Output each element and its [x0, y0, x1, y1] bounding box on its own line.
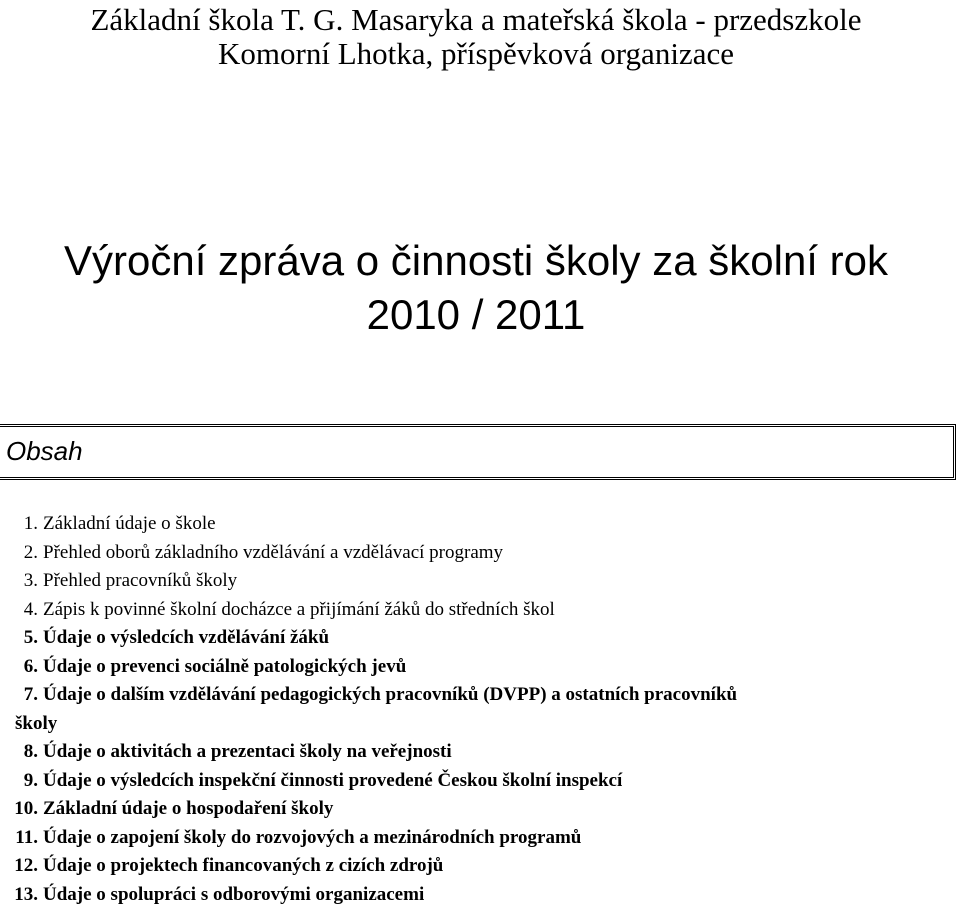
table-of-contents — [0, 510, 955, 909]
toc-item-number: 8. — [0, 738, 43, 767]
toc-item-11 — [0, 824, 955, 853]
school-name-line-1: Základní škola T. G. Masaryka a mateřská škola - przedszkole — [0, 2, 952, 38]
toc-item-text: Údaje o výsledcích vzdělávání žáků — [43, 624, 329, 653]
toc-item-text: Údaje o výsledcích inspekční činnosti provedené Českou školní inspekcí — [43, 767, 622, 796]
toc-item-8 — [0, 738, 955, 767]
toc-item-number: 1. — [0, 510, 43, 539]
toc-item-text: Údaje o zapojení školy do rozvojových a mezinárodních programů — [43, 824, 581, 853]
toc-item-text-continued: školy — [0, 710, 57, 739]
toc-item-number: 7. — [0, 681, 43, 710]
report-year: 2010 / 2011 — [0, 291, 952, 339]
toc-item-number: 5. — [0, 624, 43, 653]
toc-item-3 — [0, 567, 955, 596]
toc-item-number: 12. — [0, 852, 43, 881]
toc-item-number: 10. — [0, 795, 43, 824]
toc-item-4 — [0, 596, 955, 625]
toc-item-1 — [0, 510, 955, 539]
toc-item-text: Přehled oborů základního vzdělávání a vzdělávací programy — [43, 539, 503, 568]
toc-item-9 — [0, 767, 955, 796]
toc-item-number: 9. — [0, 767, 43, 796]
toc-item-text: Údaje o aktivitách a prezentaci školy na veřejnosti — [43, 738, 452, 767]
toc-item-text: Údaje o spolupráci s odborovými organizacemi — [43, 881, 424, 909]
toc-item-number: 13. — [0, 881, 43, 909]
toc-item-5 — [0, 624, 955, 653]
toc-item-text: Základní údaje o škole — [43, 510, 216, 539]
toc-item-text: Údaje o prevenci sociálně patologických jevů — [43, 653, 406, 682]
toc-item-6 — [0, 653, 955, 682]
contents-heading: Obsah — [6, 436, 83, 466]
report-title: Výroční zpráva o činnosti školy za školní rok — [0, 237, 952, 285]
toc-item-text: Údaje o dalším vzdělávání pedagogických pracovníků (DVPP) a ostatních pracovníků — [43, 681, 953, 710]
toc-item-12 — [0, 852, 955, 881]
contents-heading-box — [0, 424, 956, 480]
toc-item-number: 6. — [0, 653, 43, 682]
toc-item-7 — [0, 681, 955, 738]
toc-item-text: Zápis k povinné školní docházce a přijímání žáků do středních škol — [43, 596, 555, 625]
toc-item-number: 11. — [0, 824, 43, 853]
school-name-line-2: Komorní Lhotka, příspěvková organizace — [0, 36, 952, 72]
toc-item-text: Základní údaje o hospodaření školy — [43, 795, 333, 824]
toc-item-number: 4. — [0, 596, 43, 625]
toc-item-number: 2. — [0, 539, 43, 568]
toc-item-text: Údaje o projektech financovaných z cizích zdrojů — [43, 852, 443, 881]
toc-item-13 — [0, 881, 955, 909]
toc-item-10 — [0, 795, 955, 824]
toc-item-2 — [0, 539, 955, 568]
toc-item-text: Přehled pracovníků školy — [43, 567, 237, 596]
toc-item-number: 3. — [0, 567, 43, 596]
